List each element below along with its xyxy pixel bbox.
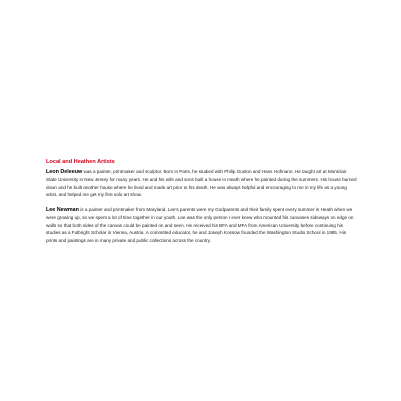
- artist-bio-text: was a painter, printmaker and sculptor. Born in Paris, he studied with Philip Guston and Hans Hofmann. He taught art at Montclair State University in New Jersey for many years. He and his wife and sons built a house in Heath where he painted during the summers. His house burned down and he built another house where he lived and made art prior to his death. He was always helpful and encouraging to me in my life as a young artist, and helped me get my first solo art show.: [46, 168, 357, 198]
- artist-bio-lee-newman: [46, 206, 358, 245]
- artist-bio-text: is a painter and printmaker from Maryland. Lee's parents were my Godparents and their family spent every summer in Heath when we were growing up, so we spent a lot of time together in our youth. Lee was the only person I ever knew who mounted his canvases sideways on edge on walls so that both sides of the canvas could be painted on and seen. He received his BFA and MFA from American University before continuing his studies as a Fulbright Scholar in Vienna, Austria. A committed educator, he and Joseph Kossow founded the Washington Studio School in 1985. His prints and paintings are in many private and public collections across the country.: [46, 206, 354, 243]
- section-title: Local and Heathen Artists: [46, 159, 115, 165]
- artist-name: Lee Newman: [46, 206, 79, 213]
- artists-section: [46, 159, 358, 244]
- artist-name: Leon Deleeuw: [46, 168, 83, 175]
- artist-bio-leon-deleeuw: [46, 168, 358, 199]
